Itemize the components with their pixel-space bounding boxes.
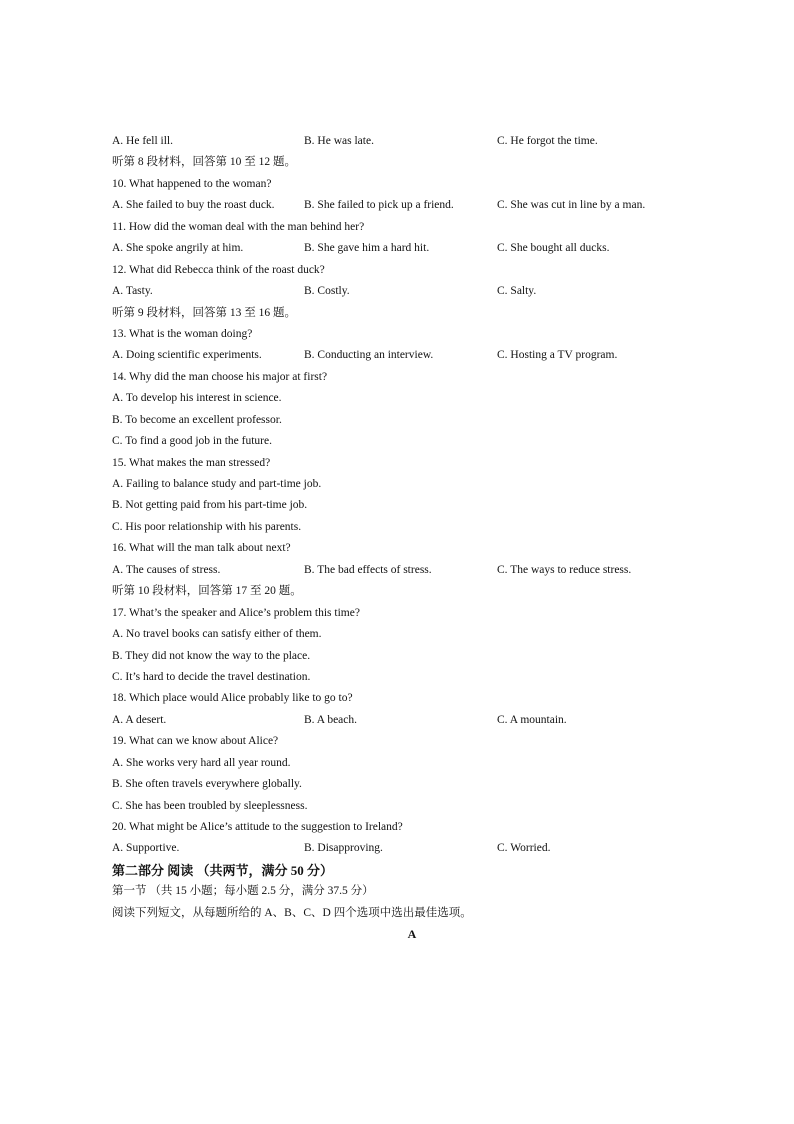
- option-c: C. Salty.: [497, 285, 537, 298]
- option-c: C. Worried.: [497, 842, 551, 855]
- option-a: A. Doing scientific experiments.: [112, 349, 262, 362]
- option-b: B. The bad effects of stress.: [304, 563, 432, 576]
- text-line: 听第 9 段材料，回答第 13 至 16 题。: [112, 306, 296, 319]
- option-b: B. He was late.: [304, 135, 374, 147]
- option-a: A. He fell ill.: [112, 135, 173, 147]
- option-a: A. A desert.: [112, 713, 167, 726]
- text-line: B. To become an excellent professor.: [112, 413, 282, 426]
- text-line: 12. What did Rebecca think of the roast duck?: [112, 263, 325, 276]
- text-line: A. To develop his interest in science.: [112, 392, 282, 405]
- text-line: C. She has been troubled by sleeplessness.: [112, 799, 308, 812]
- text-line: 18. Which place would Alice probably like to go to?: [112, 692, 353, 705]
- option-a: A. She spoke angrily at him.: [112, 242, 244, 255]
- text-line: C. It’s hard to decide the travel destination.: [112, 670, 311, 683]
- option-a: A. Tasty.: [112, 285, 153, 298]
- text-line: A. Failing to balance study and part-time job.: [112, 478, 322, 490]
- option-row: [112, 195, 712, 216]
- passage-label: A: [407, 927, 417, 942]
- text-line: A. No travel books can satisfy either of them.: [112, 628, 322, 641]
- text-line: A. She works very hard all year round.: [112, 756, 291, 769]
- text-line: 13. What is the woman doing?: [112, 327, 253, 340]
- option-c: C. A mountain.: [497, 713, 567, 726]
- option-row: [112, 238, 712, 259]
- exam-page: [112, 131, 712, 946]
- option-b: B. She failed to pick up a friend.: [304, 199, 454, 212]
- text-line: B. Not getting paid from his part-time job.: [112, 499, 308, 512]
- option-row: [112, 560, 712, 581]
- text-line: 16. What will the man talk about next?: [112, 542, 291, 555]
- option-b: B. Disapproving.: [304, 842, 383, 855]
- option-c: C. She was cut in line by a man.: [497, 199, 646, 212]
- option-row: [112, 345, 712, 366]
- option-a: A. Supportive.: [112, 842, 180, 855]
- text-line: C. His poor relationship with his parents.: [112, 520, 302, 533]
- text-line: 14. Why did the man choose his major at first?: [112, 370, 328, 383]
- option-c: C. Hosting a TV program.: [497, 349, 618, 362]
- option-row: [112, 131, 712, 152]
- section-heading: 第二部分 阅读 （共两节，满分 50 分）: [112, 862, 334, 878]
- option-b: B. A beach.: [304, 713, 358, 726]
- text-line: 10. What happened to the woman?: [112, 177, 272, 190]
- option-row: [112, 710, 712, 731]
- option-b: B. Conducting an interview.: [304, 349, 434, 362]
- text-line: 第一节 （共 15 小题；每小题 2.5 分，满分 37.5 分）: [112, 885, 374, 898]
- text-line: C. To find a good job in the future.: [112, 435, 272, 448]
- option-c: C. He forgot the time.: [497, 135, 598, 147]
- option-row: [112, 838, 712, 859]
- option-a: A. The causes of stress.: [112, 563, 221, 576]
- option-row: [112, 281, 712, 302]
- option-a: A. She failed to buy the roast duck.: [112, 199, 275, 212]
- text-line: B. She often travels everywhere globally.: [112, 778, 302, 791]
- text-line: 19. What can we know about Alice?: [112, 735, 279, 748]
- option-b: B. She gave him a hard hit.: [304, 242, 430, 255]
- option-c: C. She bought all ducks.: [497, 242, 610, 255]
- text-line: 17. What’s the speaker and Alice’s problem this time?: [112, 606, 360, 619]
- text-line: 听第 8 段材料，回答第 10 至 12 题。: [112, 156, 296, 169]
- text-line: 20. What might be Alice’s attitude to the suggestion to Ireland?: [112, 821, 403, 833]
- option-c: C. The ways to reduce stress.: [497, 563, 632, 576]
- text-line: 11. How did the woman deal with the man behind her?: [112, 220, 365, 233]
- text-line: 15. What makes the man stressed?: [112, 456, 271, 469]
- option-b: B. Costly.: [304, 285, 350, 298]
- text-line: 阅读下列短文，从每题所给的 A、B、C、D 四个选项中选出最佳选项。: [112, 906, 472, 919]
- text-line: 听第 10 段材料，回答第 17 至 20 题。: [112, 585, 302, 598]
- text-line: B. They did not know the way to the place.: [112, 649, 311, 662]
